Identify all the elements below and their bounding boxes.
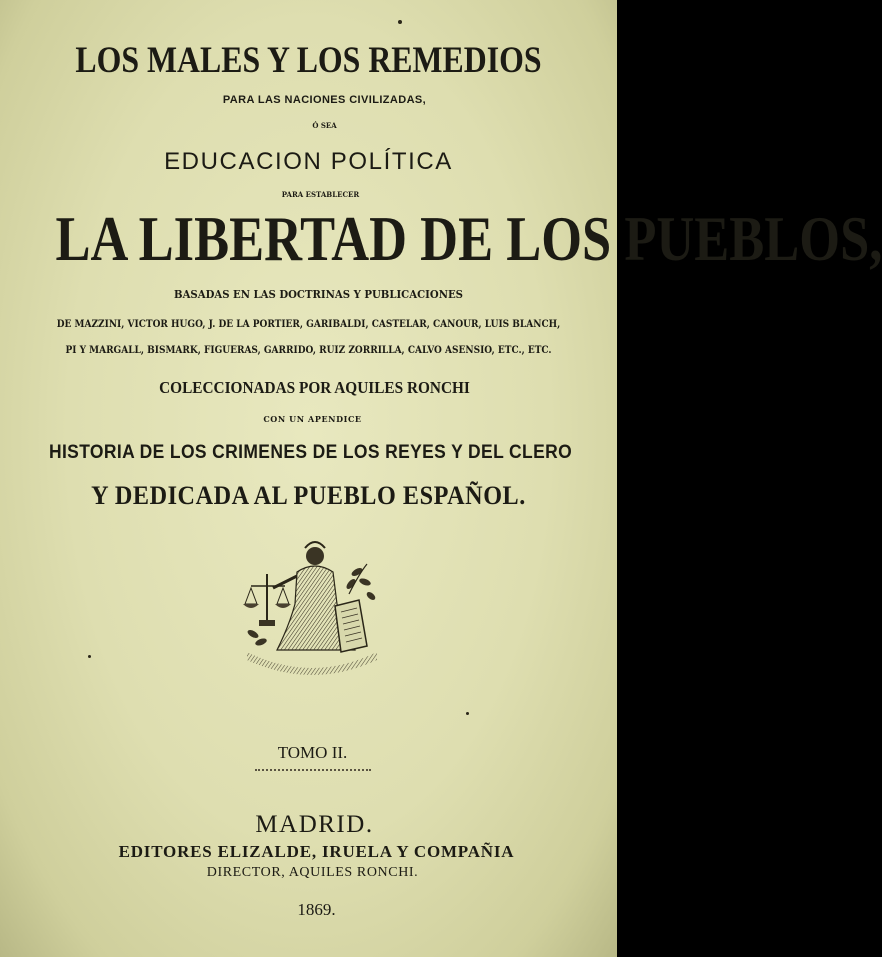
volume-label: TOMO II. (277, 743, 348, 762)
main-title: LA LIBERTAD DE LOS PUEBLOS, (55, 203, 882, 274)
dotted-rule (255, 769, 371, 775)
connector-text: Ó SEA (312, 121, 337, 130)
justice-allegory-emblem-icon (237, 534, 387, 684)
title-line: LOS MALES Y LOS REMEDIOS (75, 40, 542, 81)
ink-speck (398, 20, 402, 24)
history-heading: HISTORIA DE LOS CRIMENES DE LOS REYES Y DEL CLERO (48, 442, 573, 463)
year: 1869. (297, 900, 336, 919)
authors-line-2: PI Y MARGALL, BISMARK, FIGUERAS, GARRIDO, RUIZ ZORRILLA, CALVO ASENSIO, ETC., ETC. (65, 345, 552, 356)
based-on-text: BASADAS EN LAS DOCTRINAS Y PUBLICACIONES (174, 288, 463, 301)
education-heading: EDUCACION POLÍTICA (164, 148, 453, 175)
para-text: PARA ESTABLECER (281, 190, 360, 199)
collected-by: COLECCIONADAS POR AQUILES RONCHI (159, 378, 470, 397)
authors-line-1: DE MAZZINI, VICTOR HUGO, J. DE LA PORTIER, GARIBALDI, CASTELAR, CANOUR, LUIS BLANCH, (56, 319, 561, 330)
publisher: EDITORES ELIZALDE, IRUELA Y COMPAÑIA (118, 842, 515, 861)
city: MADRID. (255, 811, 374, 838)
director: DIRECTOR, AQUILES RONCHI. (206, 865, 419, 880)
appendix-text: CON UN APENDICE (263, 414, 362, 424)
dedication: Y DEDICADA AL PUEBLO ESPAÑOL. (91, 481, 526, 510)
ink-speck (466, 712, 469, 715)
subtitle: PARA LAS NACIONES CIVILIZADAS, (222, 94, 427, 106)
ink-speck (88, 655, 91, 658)
